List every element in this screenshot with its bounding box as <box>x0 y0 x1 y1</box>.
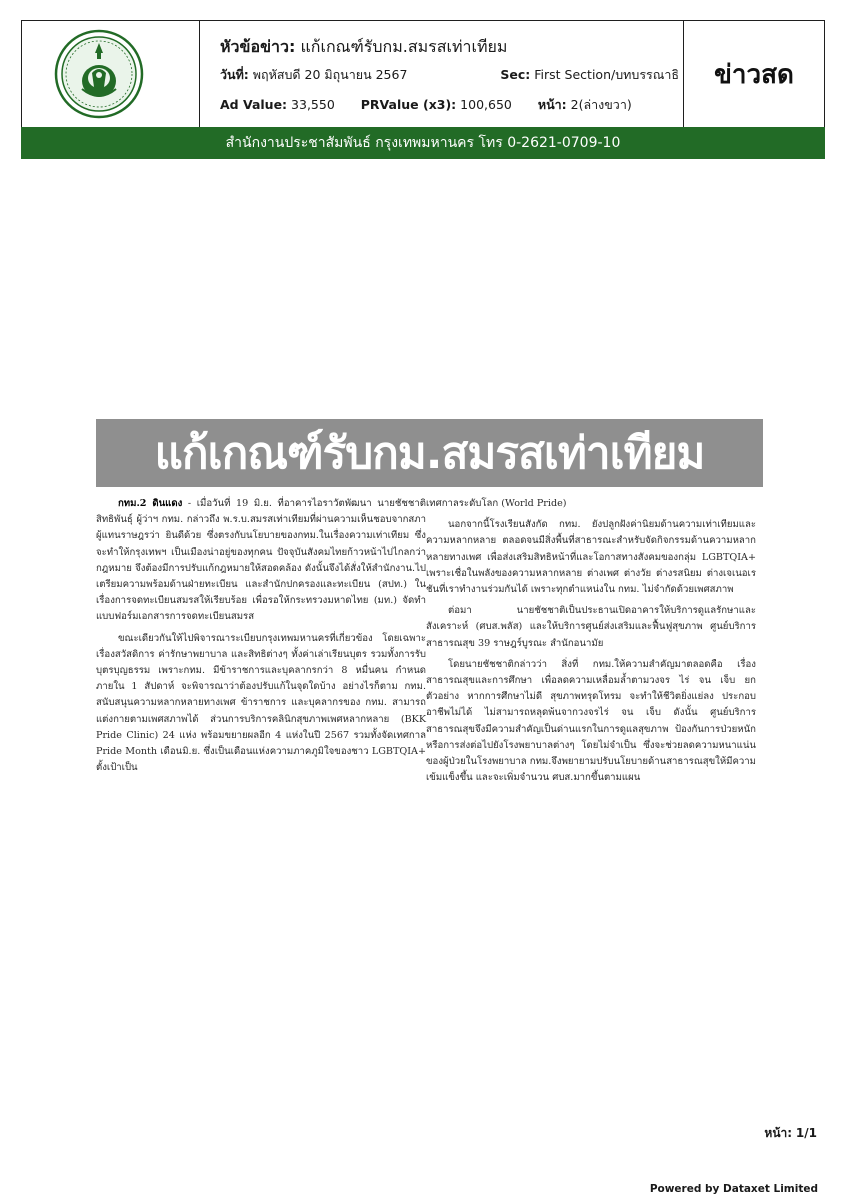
date-row <box>220 65 407 85</box>
article-headline: แก้เกณฑ์รับกม.สมรสเท่าเทียม <box>96 419 763 487</box>
logo-cell <box>22 21 200 127</box>
article-paragraph: เทศกาลระดับโลก (World Pride) <box>426 498 567 509</box>
article-column-left <box>96 496 426 781</box>
clipping-header <box>21 20 825 128</box>
bangkok-city-seal-icon <box>54 29 144 119</box>
ad-value-label: Ad Value: <box>220 97 288 112</box>
date-value: พฤหัสบดี 20 มิถุนายน 2567 <box>252 67 408 82</box>
page-counter-label: หน้า: <box>764 1126 793 1140</box>
headline-row <box>220 35 507 60</box>
section-value: First Section/บทบรรณาธิ <box>534 67 679 82</box>
values-row <box>220 95 632 115</box>
article-paragraph: ต่อมา นายชัชชาติเป็นประธานเปิดอาคารให้บริการดูแลรักษาและสังเคราะห์ (ศบส.พลัส) และให้บริการศูนย์ส่งเสริมและฟื้นฟูสุขภาพ ศูนย์บริการสาธารณสุข 39 ราษฎร์บูรณะ สำนักอนามัย <box>426 605 756 649</box>
article-paragraph: ขณะเดียวกันให้ไปพิจารณาระเบียบกรุงเทพมหานครที่เกี่ยวข้อง โดยเฉพาะเรื่องสวัสดิการ ค่ารักษาพยาบาล และสิทธิต่างๆ ทั้งค่าเล่าเรียนบุตร รวมทั้งการรับบุตรบุญธรรม เพราะกทม. มีข้าราชการและบุคลากรกว่า 8 หมื่นคน กำหนดภายใน 1 สัปดาห์ จะพิจารณาว่าต้องปรับแก้ในจุดใดบ้าง อย่างไรก็ตาม กทม. สนับสนุนความหลากหลายทางเพศ ข้าราชการ และบุคลากรของ กทม. สามารถแต่งกายตามเพศสภาพได้ ส่วนการบริการคลินิกสุขภาพเพศหลากหลาย (BKK Pride Clinic) 24 แห่ง พร้อมขยายผลอีก 4 แห่งในปี 2567 รวมทั้งจัดเทศกาล Pride Month เดือนมิ.ย. ซึ่งเป็นเดือนแห่งความภาคภูมิใจของชาว LGBTQIA+ ตั้งเป้าเป็น <box>96 632 426 774</box>
clipping-info <box>200 21 684 127</box>
page-counter-value: 1/1 <box>795 1126 817 1140</box>
page-value: 2(ล่างขวา) <box>570 97 632 112</box>
article-paragraph: นอกจากนี้โรงเรียนสังกัด กทม. ยังปลูกฝังค่านิยมด้านความเท่าเทียมและความหลากหลาย ตลอดจนมีสิ่งพื้นที่สาธารณะสำหรับจัดกิจกรรมด้านความหลากหลายทางเพศ เพื่อส่งเสริมสิทธิหน้าที่และโอกาสทางสังคมของกลุ่ม LGBTQIA+ เพราะเชื่อในพลังของความหลากหลาย ต่างเพศ ต่างวัย ต่างรสนิยม ต่างเจเนอเรชันที่เราทำงานร่วมกันได้ เพราะทุกตำแหน่งใน กทม. ไม่จำกัดด้วยเพศสภาพ <box>426 519 756 596</box>
powered-by: Powered by Dataxet Limited <box>649 1183 818 1195</box>
pr-value: 100,650 <box>460 97 512 112</box>
article-paragraph: โดยนายชัชชาติกล่าวว่า สิ่งที่ กทม.ให้ความสำคัญมาตลอดคือ เรื่องสาธารณสุขและการศึกษา เพื่อลดความเหลื่อมล้ำตามวงจร ไร่ จน เจ็บ ยกตัวอย่าง หากการศึกษาไม่ดี สุขภาพทรุดโทรม จะทำให้ชีวิตยิ่งแย่ลง ประกอบอาชีพไม่ได้ ไม่สามารถหลุดพ้นจากวงจรไร่ จน เจ็บ ดังนั้น ศูนย์บริการสาธารณสุขจึงมีความสำคัญเป็นด่านแรกในการดูแลสุขภาพ ป้องกันการป่วยหนัก หรือการส่งต่อไปยังโรงพยาบาลต่างๆ โดยไม่จำเป็น ซึ่งจะช่วยลดความหนาแน่นของผู้ป่วยในโรงพยาบาล กทม.จึงพยายามปรับนโยบายด้านสาธารณสุขให้มีความเข้มแข็งขึ้น และจะเพิ่มจำนวน ศบส.มากขึ้นตามแผน <box>426 658 756 784</box>
headline-value: แก้เกณฑ์รับกม.สมรสเท่าเทียม <box>300 37 508 56</box>
date-label: วันที่: <box>220 67 249 82</box>
publication-cell <box>684 21 824 127</box>
page-label: หน้า: <box>537 97 567 112</box>
section-label: Sec: <box>500 67 531 82</box>
article-column-right <box>426 496 756 791</box>
article-lead: กทม.2 ดินแดง <box>118 498 183 509</box>
article-paragraph: กทม.2 ดินแดง - เมื่อวันที่ 19 มิ.ย. ที่อาคารไอราวัตพัฒนา นายชัชชาติ สิทธิพันธุ์ ผู้ว่าฯ กทม. กล่าวถึง พ.ร.บ.สมรสเท่าเทียมที่ผ่านความเห็นชอบจากสภาผู้แทนราษฎรว่า ยินดีด้วย ซึ่งตรงกับนโยบายของกทม.ในเรื่องความเท่าเทียม ซึ่งจะทำให้กรุงเทพฯ เป็นเมืองน่าอยู่ของทุกคน ปัจจุบันสังคมไทยก้าวหน้าไปไกลกว่ากฎหมาย จึงต้องมีการปรับแก้กฎหมายให้สอดคล้อง ดังนั้นจึงได้สั่งให้สำนักงาน.ไปเตรียมความพร้อมด้านฝ่ายทะเบียน และสำนักปกครองและทะเบียน (สปท.) ในเรื่องการจดทะเบียนสมรสให้เรียบร้อย เพื่อรอให้กระทรวงมหาดไทย (มท.) จัดทำแบบฟอร์มเอกสารการจดทะเบียนสมรส <box>96 498 426 623</box>
publication-name: ข่าวสด <box>714 59 794 90</box>
pr-value-label: PRValue (x3): <box>360 97 457 112</box>
pr-office-banner: สำนักงานประชาสัมพันธ์ กรุงเทพมหานคร โทร 0-2621-0709-10 <box>21 127 825 159</box>
headline-label: หัวข้อข่าว: <box>220 37 296 56</box>
section-row <box>500 65 679 85</box>
ad-value: 33,550 <box>291 97 335 112</box>
page-counter <box>764 1124 817 1143</box>
